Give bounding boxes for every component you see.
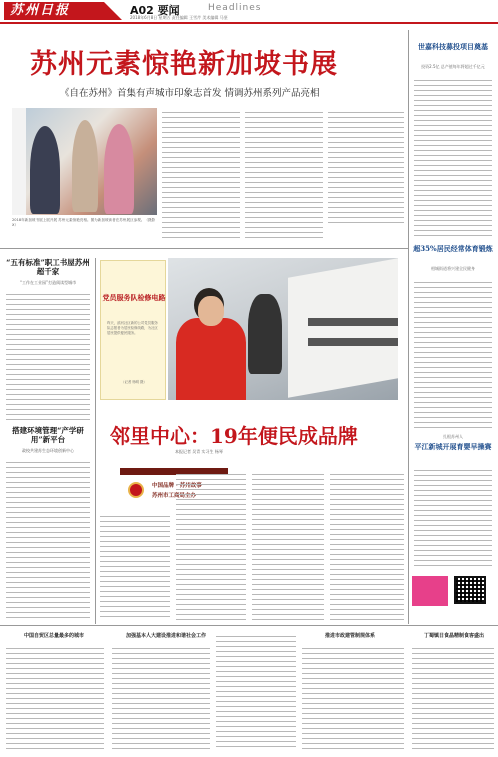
bottom-col4-text xyxy=(412,644,494,752)
lead-subheadline: 《自在苏州》首集有声城市印象志首发 情调苏州系列产品亮相 xyxy=(60,88,320,99)
lead-text-col3 xyxy=(328,108,404,240)
lead-text-col2 xyxy=(245,108,323,240)
brand-line1: 中国品牌 · 苏州故事 xyxy=(152,483,202,489)
bottom-col3-title: 推进市政建管制规体系 xyxy=(324,633,375,639)
qr-advertisement xyxy=(412,576,492,606)
bottom-col2-text xyxy=(112,644,210,752)
right-story1-text xyxy=(414,76,492,236)
left-story2-text xyxy=(6,458,90,618)
masthead xyxy=(0,0,498,22)
feature-text-col3 xyxy=(252,470,324,620)
masthead-rule xyxy=(0,22,498,24)
bottom-col1-text xyxy=(6,644,104,752)
feature-text-col1 xyxy=(100,512,170,620)
bottom-col2b-text xyxy=(216,632,296,752)
left-story2-title: 搭建环境管理“产学研用”新平台 xyxy=(12,426,84,444)
feature-headline: 邻里中心：19年便民成品牌 xyxy=(110,424,358,448)
left-story1-sub: “工作在工业园”打造阅读型城市 xyxy=(19,280,77,285)
bottom-col3-text xyxy=(302,644,404,752)
ad-pink-panel xyxy=(412,576,448,606)
feature-box-title: 党员服务队检修电路 xyxy=(102,293,166,302)
bottom-row-rule xyxy=(0,625,498,626)
lead-photo xyxy=(12,108,157,215)
section-label: Headlines xyxy=(208,3,262,13)
right-story3-text xyxy=(414,466,492,570)
left-story2-sub: 政校共建苏生态环境创新中心 xyxy=(22,448,74,453)
page-code: A02 要闻 xyxy=(130,4,180,17)
lead-text-col1 xyxy=(162,108,240,240)
right-story2-text xyxy=(414,278,492,428)
right-story2-title: 超35%居民经常体育锻炼 xyxy=(413,244,493,253)
right-story2-sub: 相城街道将兴建全民健身 xyxy=(431,266,475,271)
lead-bottom-rule xyxy=(0,248,408,249)
right-story3-title: 平江新城开展育婴早操赛 xyxy=(414,442,492,451)
logo-slash-decoration xyxy=(104,2,122,20)
masthead-meta: 2018年6月8日 星期五 责任编辑 王雪芹 美术编辑 马坚 xyxy=(130,15,228,20)
brand-line2: 苏州市工商局主办 xyxy=(152,493,197,499)
right-story1-title: 世嘉科技募投项目奠基 xyxy=(418,42,488,51)
bottom-col4-title: 丁蜀镇日食晶精制食客盛出 xyxy=(423,633,484,639)
right-story1-sub: 投资2.5亿 总产值每年将超过千亿元 xyxy=(421,64,485,69)
feature-photo xyxy=(168,258,398,400)
qr-code-icon xyxy=(454,576,486,604)
feature-photo-caption-box xyxy=(100,260,166,400)
feature-box-credit: （记者 杨明 摄） xyxy=(121,380,147,384)
lead-photo-caption: 2018年新加坡书展上展开展 苏州元素惊艳亮相。图为新加坡读者在苏州展区参观。（摄影 X） xyxy=(12,218,156,227)
left-story1-title: “五有标准”职工书屋苏州超千家 xyxy=(6,258,90,276)
left-column-rule xyxy=(95,258,96,624)
feature-byline: 本报记者 吴青 实习生 杨琴 xyxy=(175,449,223,454)
right-column-rule xyxy=(408,30,409,624)
brand-emblem-icon xyxy=(128,482,144,498)
right-story3-kicker: 扎根苏州人 xyxy=(443,434,463,439)
bottom-col1-title: 中国自贸区总量最多的城市 xyxy=(23,633,84,639)
feature-text-col4 xyxy=(330,470,404,620)
feature-box-body: 昨天，滨河社区新的公司党员服务队志愿者为居民检修线路，为社区居民提供便民服务。 xyxy=(107,321,158,335)
left-story1-text xyxy=(6,290,90,420)
lead-headline: 苏州元素惊艳新加坡书展 xyxy=(30,49,338,80)
bottom-col2-title: 加强基本人大建设推进和谐社会工作 xyxy=(125,633,206,639)
newspaper-logo: 苏州日报 xyxy=(4,2,122,20)
feature-text-col2 xyxy=(176,470,246,620)
